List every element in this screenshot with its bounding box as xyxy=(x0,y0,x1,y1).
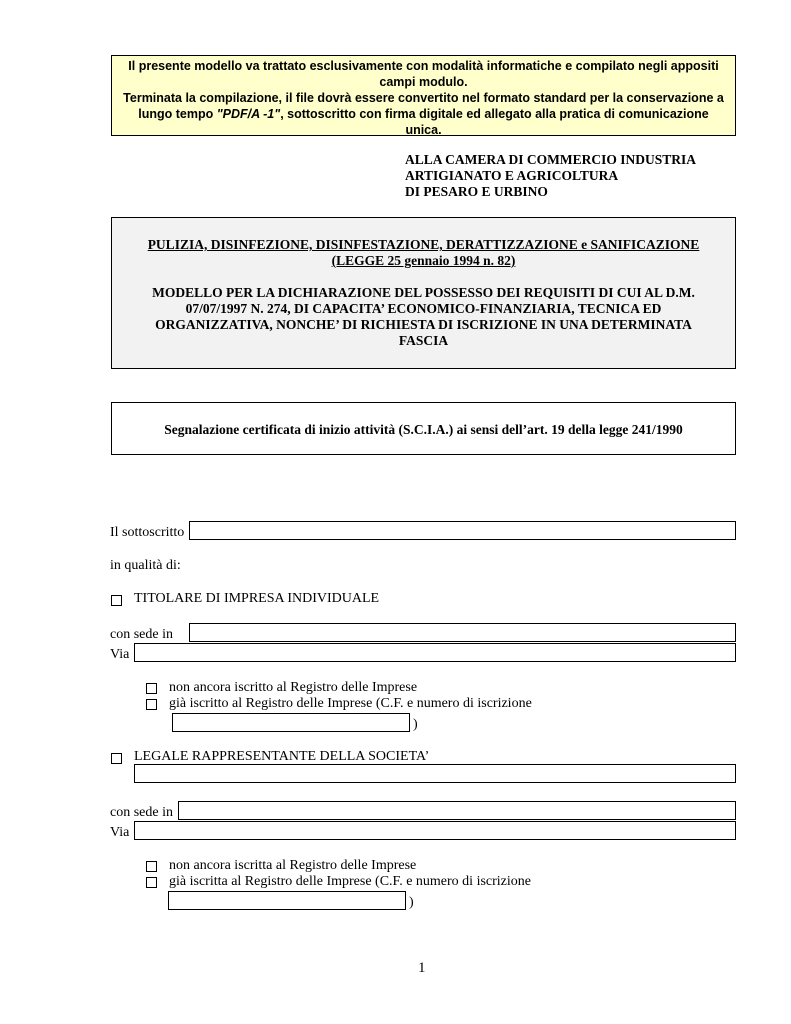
notice-format: "PDF/A -1" xyxy=(216,107,281,121)
legale-via-label: Via xyxy=(110,825,130,840)
sottoscritto-field[interactable] xyxy=(189,521,736,540)
page-number: 1 xyxy=(418,960,426,976)
notice-line2-pre: Terminata la compilazione, il file dovrà essere convertito nel formato standard per la conservazione a lungo tempo xyxy=(123,91,724,121)
legale-registration-number-field[interactable] xyxy=(168,891,406,910)
titolare-sede-field[interactable] xyxy=(189,623,736,642)
legale-via-field[interactable] xyxy=(134,821,736,840)
scia-title-box xyxy=(111,402,736,455)
titolare-checkbox[interactable] xyxy=(111,595,122,606)
titolare-sede-label: con sede in xyxy=(110,627,173,642)
notice-line2 xyxy=(120,90,727,138)
addressee-line1: ALLA CAMERA DI COMMERCIO INDUSTRIA xyxy=(405,152,697,167)
sottoscritto-label: Il sottoscritto xyxy=(110,525,185,540)
scia-title: Segnalazione certificata di inizio attività (S.C.I.A.) ai sensi dell’art. 19 della legge 241/1990 xyxy=(164,422,683,437)
legale-checkbox[interactable] xyxy=(111,753,122,764)
notice-line2-post: , sottoscritto con firma digitale ed allegato alla pratica di comunicazione unica. xyxy=(280,107,709,137)
titolare-registered-label: già iscritto al Registro delle Imprese (C.F. e numero di iscrizione xyxy=(169,696,532,711)
titolare-label: TITOLARE DI IMPRESA INDIVIDUALE xyxy=(134,591,380,606)
addressee xyxy=(405,152,696,200)
legale-registered-label: già iscritta al Registro delle Imprese (C.F. e numero di iscrizione xyxy=(169,874,531,889)
legale-not-registered-checkbox[interactable] xyxy=(146,861,157,872)
titolare-not-registered-label: non ancora iscritto al Registro delle Imprese xyxy=(169,680,418,695)
legale-not-registered-label: non ancora iscritta al Registro delle Imprese xyxy=(169,858,417,873)
legale-close-paren: ) xyxy=(409,895,414,910)
instructions-notice xyxy=(111,55,736,136)
header-title-activities: PULIZIA, DISINFEZIONE, DISINFESTAZIONE, DERATTIZZAZIONE e SANIFICAZIONE xyxy=(147,237,700,252)
in-qualita-label: in qualità di: xyxy=(110,558,181,573)
form-header-box xyxy=(111,217,736,369)
notice-line1: Il presente modello va trattato esclusivamente con modalità informatiche e compilato negli appositi campi modulo. xyxy=(128,59,719,89)
titolare-registration-number-field[interactable] xyxy=(172,713,410,732)
titolare-via-label: Via xyxy=(110,647,130,662)
titolare-not-registered-checkbox[interactable] xyxy=(146,683,157,694)
titolare-via-field[interactable] xyxy=(134,643,736,662)
addressee-line2: ARTIGIANATO E AGRICOLTURA xyxy=(405,168,619,183)
legale-registered-checkbox[interactable] xyxy=(146,877,157,888)
legale-sede-label: con sede in xyxy=(110,805,173,820)
header-title-model: MODELLO PER LA DICHIARAZIONE DEL POSSESSO DEI REQUISITI DI CUI AL D.M. 07/07/1997 N. 274, DI CAPACITA’ ECONOMICO-FINANZIARIA, TECNICA ED ORGANIZZATIVA, NONCHE’ DI RICHIESTA DI ISCRIZIONE IN UNA DETERMINATA FASCIA xyxy=(152,285,695,348)
legale-label: LEGALE RAPPRESENTANTE DELLA SOCIETA’ xyxy=(134,749,430,764)
legale-sede-field[interactable] xyxy=(178,801,736,820)
titolare-close-paren: ) xyxy=(413,717,418,732)
titolare-registered-checkbox[interactable] xyxy=(146,699,157,710)
addressee-line3: DI PESARO E URBINO xyxy=(405,184,548,199)
legale-company-field[interactable] xyxy=(134,764,736,783)
header-title-law: (LEGGE 25 gennaio 1994 n. 82) xyxy=(331,253,516,268)
